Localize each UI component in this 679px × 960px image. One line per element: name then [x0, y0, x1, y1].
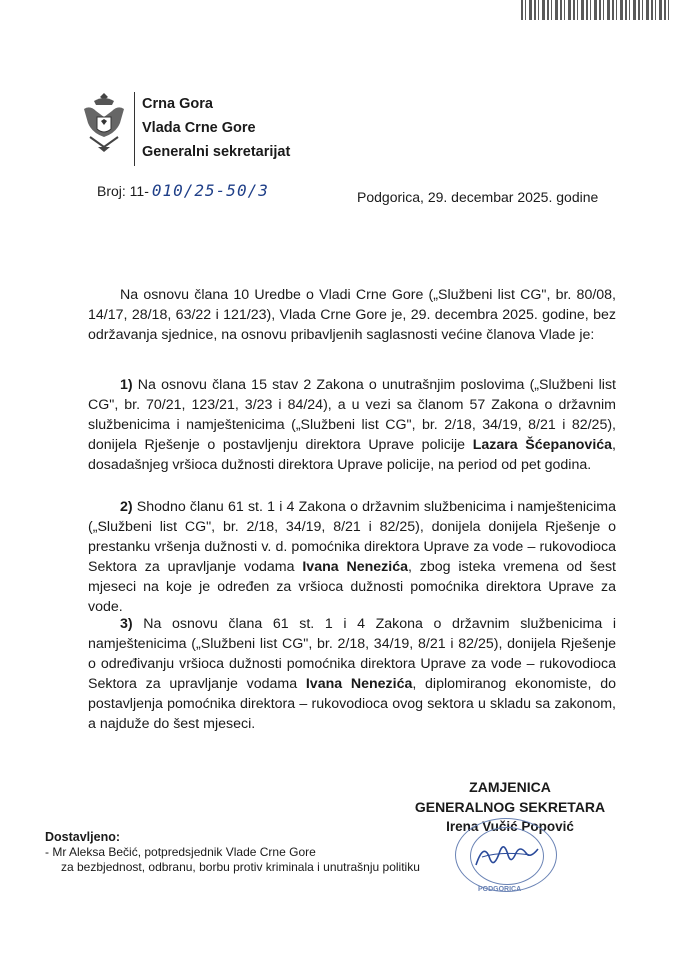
signature-title-2: GENERALNOG SEKRETARA: [414, 799, 606, 815]
reference-handwritten-number: 010/25-50/3: [151, 181, 269, 200]
stamp-city: PODGORICA: [478, 886, 522, 893]
item-3-number: 3): [120, 616, 133, 632]
item-2-number: 2): [120, 499, 133, 515]
delivered-line-2: za bezbjednost, odbranu, borbu protiv kriminala i unutrašnju politiku: [61, 860, 420, 874]
header-divider: [134, 92, 135, 166]
delivered-line-1: - Mr Aleksa Bečić, potpredsjednik Vlade Crne Gore: [45, 845, 316, 859]
org-line-government: Vlada Crne Gore: [142, 120, 256, 136]
organization-header: [142, 92, 290, 164]
intro-paragraph: Na osnovu člana 10 Uredbe o Vladi Crne Gore („Službeni list CG", br. 80/08, 14/17, 28/18, 63/22 i 121/23), Vlada Crne Gore je, 29. decembra 2025. godine, bez održavanja sjednice, na osnovu pribavljenih saglasnosti većine članova Vlade je:: [88, 287, 616, 343]
signature-name: Irena Vučić Popović: [446, 819, 574, 834]
item-2: 2) Shodno članu 61 st. 1 i 4 Zakona o državnim službenicima i namještenicima („Službeni list CG", br. 2/18, 34/19, 8/21 i 82/25), donijela donijela Rješenje o prestanku vršenja dužnosti v. d. pomoćnika direktora Uprave za vode – rukovodioca Sektora za upravljanje vodama Ivana Nenezića, zbog isteka vremena od šest mjeseci na koje je određen za vršioca dužnosti pomoćnika direktora Uprave za vode.: [88, 499, 616, 615]
item-2-person: Ivana Nenezića: [302, 559, 408, 575]
org-line-country: Crna Gora: [142, 96, 213, 112]
org-line-secretariat: Generalni sekretarijat: [142, 144, 291, 160]
delivered-label: Dostavljeno:: [45, 830, 121, 844]
item-1-person: Lazara Šćepanovića: [472, 437, 613, 453]
delivered-to: [45, 830, 420, 875]
signature-title-1: ZAMJENICA: [469, 779, 551, 795]
reference-number: [97, 181, 269, 200]
reference-label: Broj: 11-: [97, 183, 149, 199]
document-date: Podgorica, 29. decembar 2025. godine: [357, 189, 599, 205]
handwritten-signature-icon: [472, 835, 542, 875]
coat-of-arms-icon: [82, 91, 126, 153]
barcode: [521, 0, 671, 20]
item-3-person: Ivana Nenezića: [305, 676, 413, 692]
item-1: 1) Na osnovu člana 15 stav 2 Zakona o unutrašnjim poslovima („Službeni list CG", br. 70/21, 123/21, 3/23 i 84/24), a u vezi sa članom 57 Zakona o državnim službenicima i namještenicima („Službeni list CG", br. 2/18, 34/19, 8/21 i 82/25), donijela Rješenje o postavljenju direktora Uprave policije Lazara Šćepanovića, dosadašnjeg vršioca dužnosti direktora Uprave policije, na period od pet godina.: [88, 377, 616, 473]
item-1-number: 1): [120, 377, 133, 393]
item-3: 3) Na osnovu člana 61 st. 1 i 4 Zakona o državnim službenicima i namještenicima („Službeni list CG", br. 2/18, 34/19, 8/21 i 82/25), donijela Rješenje o određivanju vršioca dužnosti pomoćnika direktora Uprave za vode – rukovodioca Sektora za upravljanje vodama Ivana Nenezića, diplomiranog ekonomiste, do postavljenja pomoćnika direktora – rukovodioca ovog sektora u skladu sa zakonom, a najduže do šest mjeseci.: [88, 616, 616, 732]
